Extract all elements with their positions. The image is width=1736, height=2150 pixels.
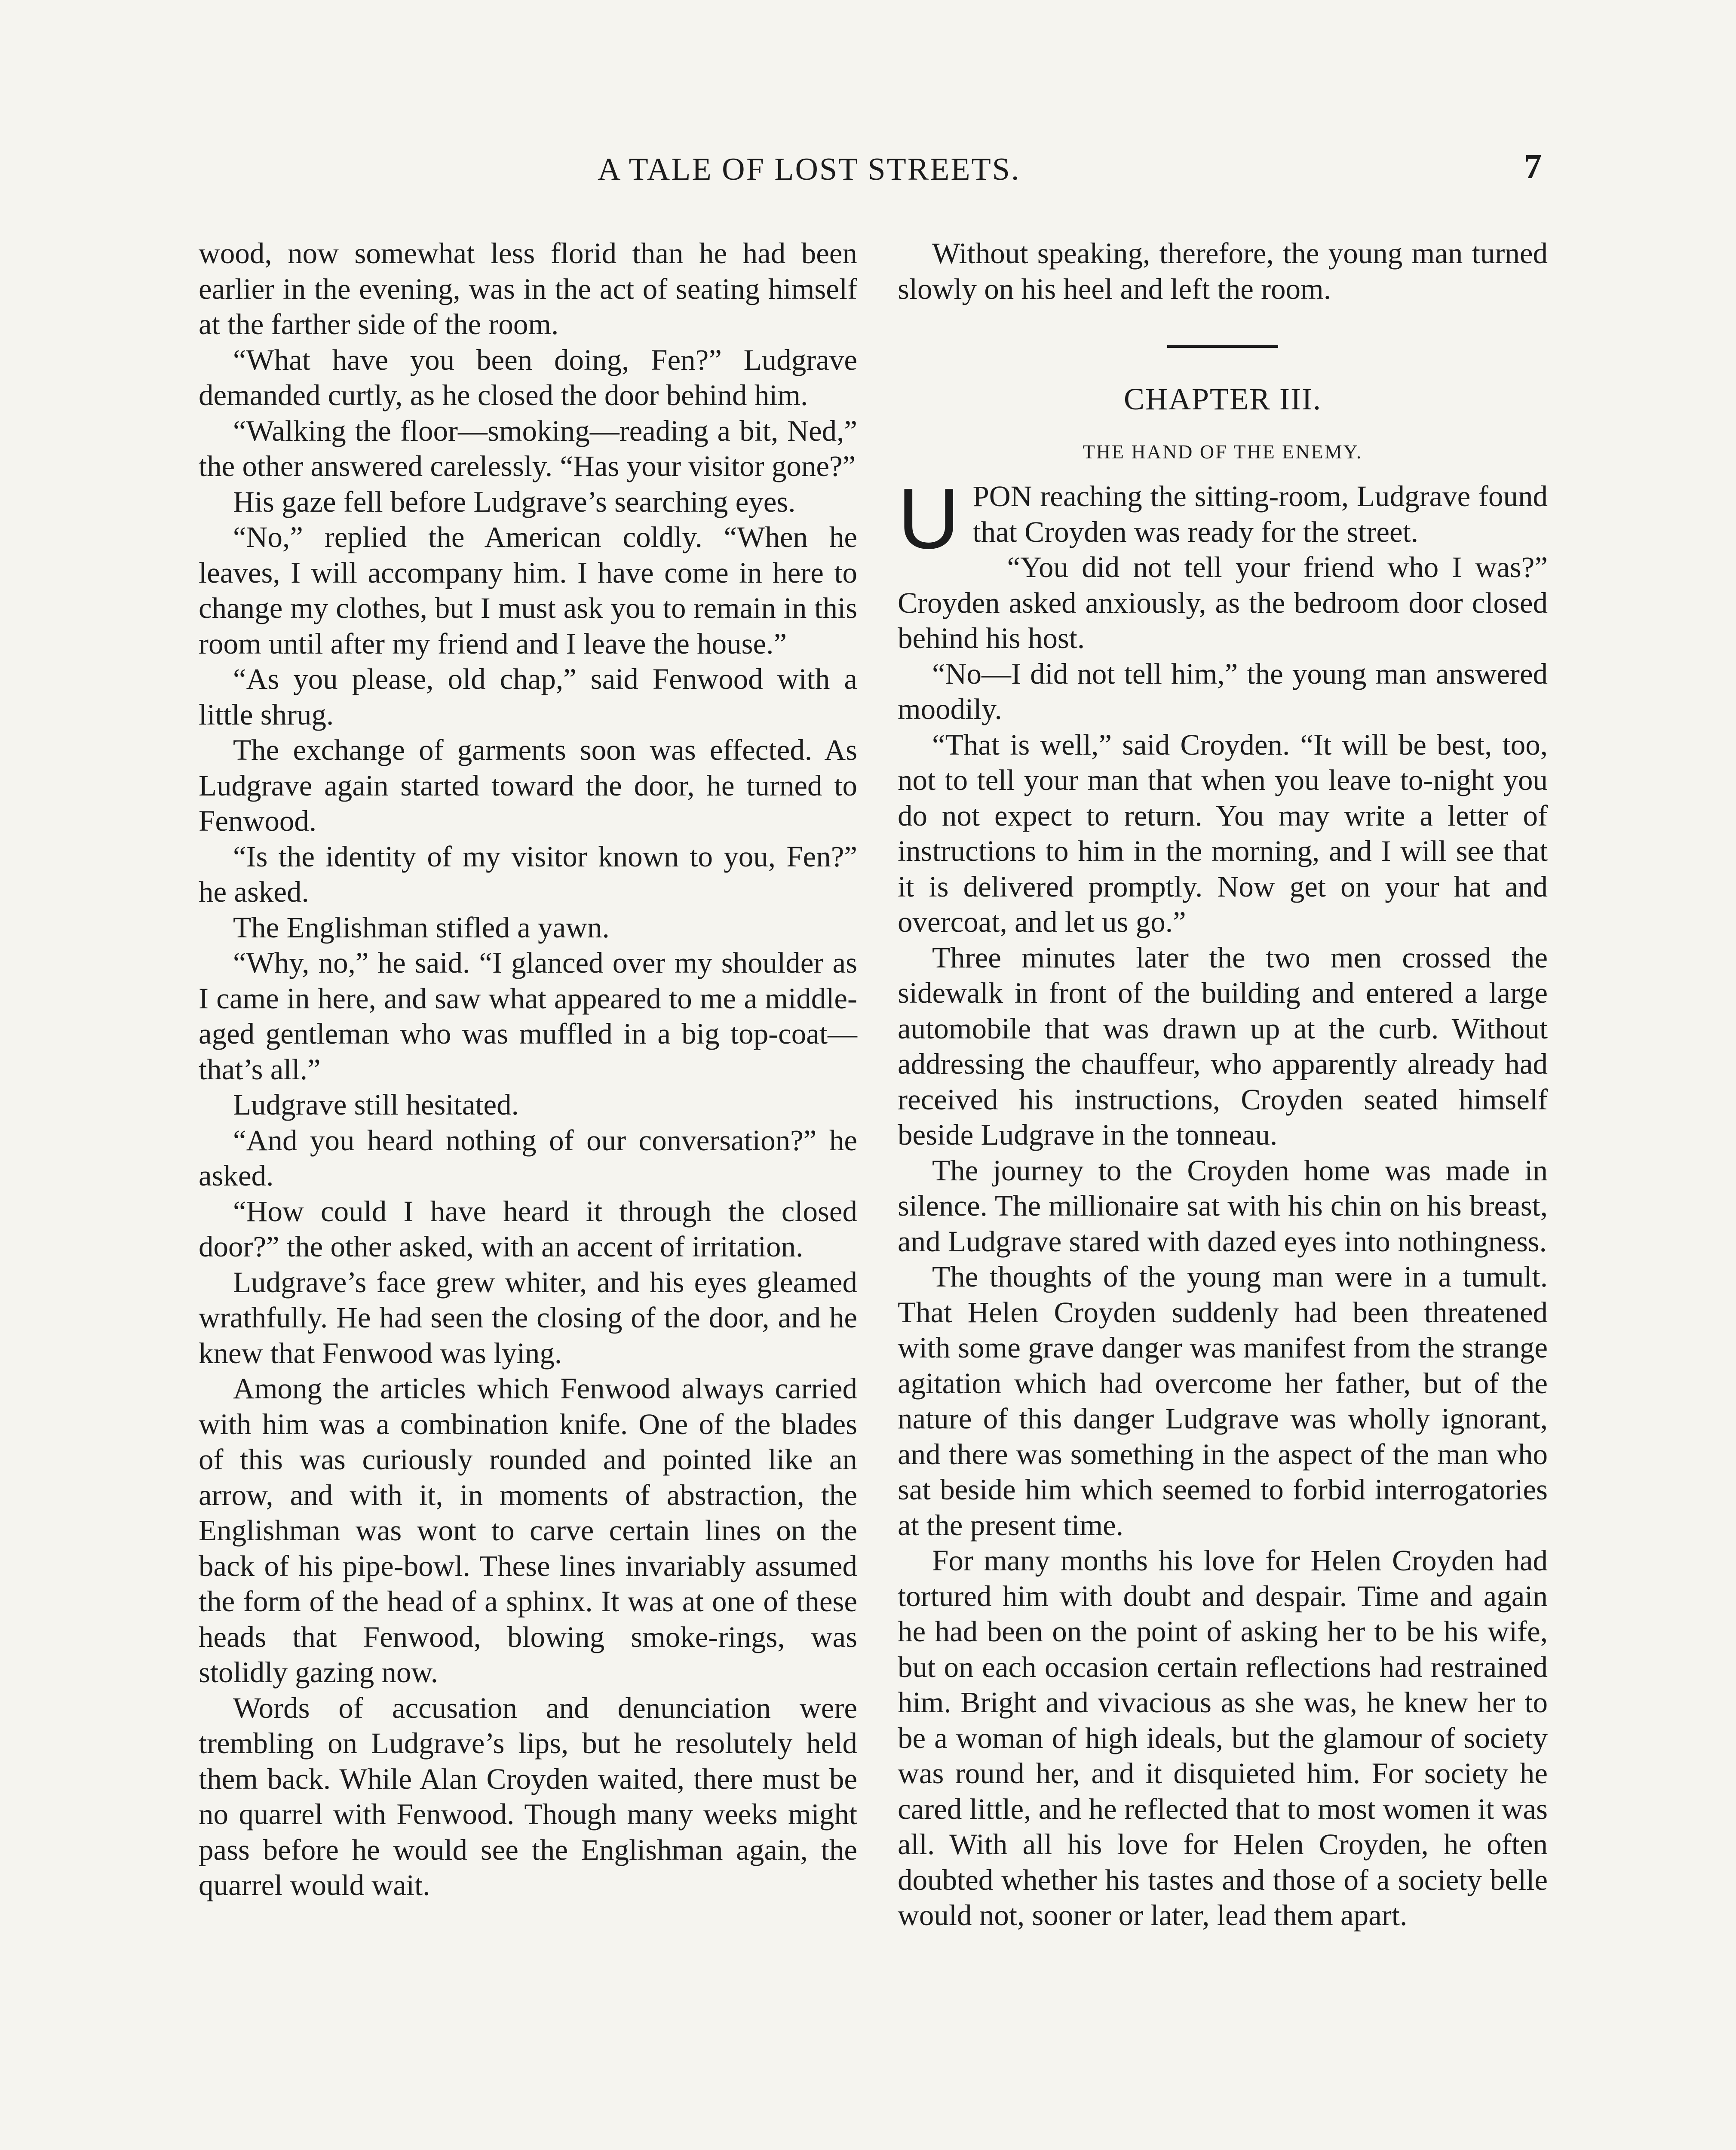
left-paragraph: His gaze fell before Ludgrave’s searching eyes. — [233, 485, 796, 518]
left-paragraph: “How could I have heard it through the closed door?” the other asked, with an accent of irritation. — [199, 1195, 857, 1263]
chapter-first-paragraph — [898, 471, 1548, 567]
left-paragraph: The exchange of garments soon was effected. As Ludgrave again started toward the door, he turned to Fenwood. — [199, 734, 857, 837]
chapter-title: CHAPTER III. — [1124, 382, 1322, 416]
section-divider — [1167, 345, 1278, 348]
chapter-subtitle: THE HAND OF THE ENEMY. — [1083, 441, 1363, 463]
left-paragraph: “Why, no,” he said. “I glanced over my shoulder as I came in here, and saw what appeared to me a middle-aged gentleman who was muffled in a big top-coat—that’s all.” — [199, 946, 857, 1086]
left-paragraph: Words of accusation and denunciation were trembling on Ludgrave’s lips, but he resolutely held them back. While Alan Croyden waited, there must be no quarrel with Fenwood. Though many weeks might pass before he would see the Englishman again, the quarrel would wait. — [199, 1691, 857, 1901]
page-number: 7 — [1524, 147, 1542, 186]
left-paragraph: “Is the identity of my visitor known to you, Fen?” he asked. — [199, 840, 857, 908]
left-paragraph: Among the articles which Fenwood always carried with him was a combination knife. One of the blades of this was curiously rounded and pointed like an arrow, and with it, in moments of abstraction, the Englishman was wont to carve certain lines on the back of his pipe-bowl. These lines invariably assumed the form of the head of a sphinx. It was at one of these heads that Fenwood, blowing smoke-rings, was stolidly gazing now. — [199, 1372, 857, 1689]
drop-cap: U — [898, 471, 960, 567]
right-paragraph: For many months his love for Helen Croyden had tortured him with doubt and despair. Time and again he had been on the point of asking her to be his wife, but on each occasion certain reflections had restrained him. Bright and vivacious as she was, he knew her to be a woman of high ideals, but the glamour of society was round her, and it disquieted him. For society he cared little, and he reflected that to most women it was all. With all his love for Helen Croyden, he often doubted whether his tastes and those of a society belle would not, sooner or later, lead them apart. — [898, 1544, 1548, 1932]
right-opening-paragraph: Without speaking, therefore, the young man turned slowly on his heel and left the room. — [898, 237, 1548, 305]
first-paragraph-text: PON reaching the sitting-room, Ludgrave found that Croyden was ready for the street. — [972, 480, 1548, 548]
right-paragraph: “No—I did not tell him,” the young man answered moodily. — [898, 657, 1548, 725]
left-paragraph: “What have you been doing, Fen?” Ludgrave demanded curtly, as he closed the door behind him. — [199, 343, 857, 412]
left-paragraph: Ludgrave still hesitated. — [233, 1088, 519, 1121]
left-paragraph: “No,” replied the American coldly. “When he leaves, I will accompany him. I have come in here to change my clothes, but I must ask you to remain in this room until after my friend and I leave the house.” — [199, 521, 857, 660]
left-paragraph: “And you heard nothing of our conversation?” he asked. — [199, 1124, 857, 1192]
right-paragraph: “That is well,” said Croyden. “It will be best, too, not to tell your man that when you leave to-night you do not expect to return. You may write a letter of instructions to him in the morning, and I will see that it is delivered promptly. Now get on your hat and overcoat, and let us go.” — [898, 728, 1548, 938]
left-paragraph: The Englishman stifled a yawn. — [233, 911, 610, 944]
right-column — [898, 236, 1548, 1933]
left-paragraph: “As you please, old chap,” said Fenwood with a little shrug. — [199, 663, 857, 731]
left-paragraph: Ludgrave’s face grew whiter, and his eyes gleamed wrathfully. He had seen the closing of the door, and he knew that Fenwood was lying. — [199, 1265, 857, 1370]
right-paragraph: The thoughts of the young man were in a tumult. That Helen Croyden suddenly had been threatened with some grave danger was manifest from the strange agitation which had overcome her father, but of the nature of this danger Ludgrave was wholly ignorant, and there was something in the aspect of the man who sat beside him which seemed to forbid interrogatories at the present time. — [898, 1260, 1548, 1542]
left-paragraph: “Walking the floor—smoking—reading a bit, Ned,” the other answered carelessly. “Has your visitor gone?” — [199, 414, 857, 482]
right-paragraph: The journey to the Croyden home was made in silence. The millionaire sat with his chin on his breast, and Ludgrave stared with dazed eyes into nothingness. — [898, 1154, 1548, 1258]
left-column — [199, 236, 857, 1903]
running-title: A TALE OF LOST STREETS. — [598, 152, 1021, 187]
left-paragraph: wood, now somewhat less florid than he had been earlier in the evening, was in the act of seating himself at the farther side of the room. — [199, 237, 857, 341]
right-paragraph: Three minutes later the two men crossed the sidewalk in front of the building and entered a large automobile that was drawn up at the curb. Without addressing the chauffeur, who apparently already had received his instructions, Croyden seated himself beside Ludgrave in the tonneau. — [898, 941, 1548, 1151]
right-paragraph: “You did not tell your friend who I was?” Croyden asked anxiously, as the bedroom door closed behind his host. — [898, 551, 1548, 654]
